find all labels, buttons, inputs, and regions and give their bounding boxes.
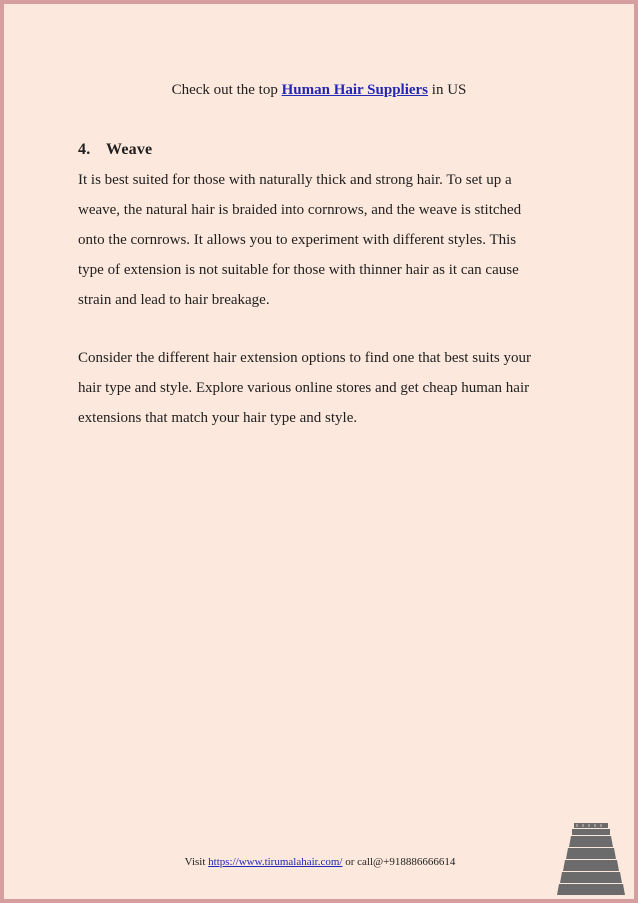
human-hair-suppliers-link[interactable]: Human Hair Suppliers <box>281 82 429 98</box>
paragraph-line: type of extension is not suitable for those with thinner hair as it can cause <box>78 262 519 278</box>
weave-paragraph <box>78 165 568 315</box>
section-heading <box>78 140 152 160</box>
conclusion-paragraph <box>78 343 568 433</box>
promo-prefix: Check out the top <box>171 82 278 98</box>
page-footer <box>4 855 638 869</box>
promo-line <box>4 80 634 100</box>
paragraph-line: onto the cornrows. It allows you to experiment with different styles. This <box>78 232 517 248</box>
section-title: Weave <box>106 141 153 158</box>
paragraph-line: hair type and style. Explore various online stores and get cheap human hair <box>78 380 530 396</box>
footer-prefix: Visit <box>184 856 206 868</box>
paragraph-line: weave, the natural hair is braided into cornrows, and the weave is stitched <box>78 202 522 218</box>
temple-gopuram-icon <box>556 823 626 895</box>
footer-contact: or call@+918886666614 <box>345 856 456 868</box>
website-link[interactable]: https://www.tirumalahair.com/ <box>208 856 343 868</box>
paragraph-line: extensions that match your hair type and style. <box>78 410 358 426</box>
paragraph-line: Consider the different hair extension options to find one that best suits your <box>78 350 531 366</box>
section-number: 4. <box>78 141 91 158</box>
paragraph-line: strain and lead to hair breakage. <box>78 292 270 308</box>
paragraph-line: It is best suited for those with naturally thick and strong hair. To set up a <box>78 172 512 188</box>
promo-suffix: in US <box>431 82 467 98</box>
